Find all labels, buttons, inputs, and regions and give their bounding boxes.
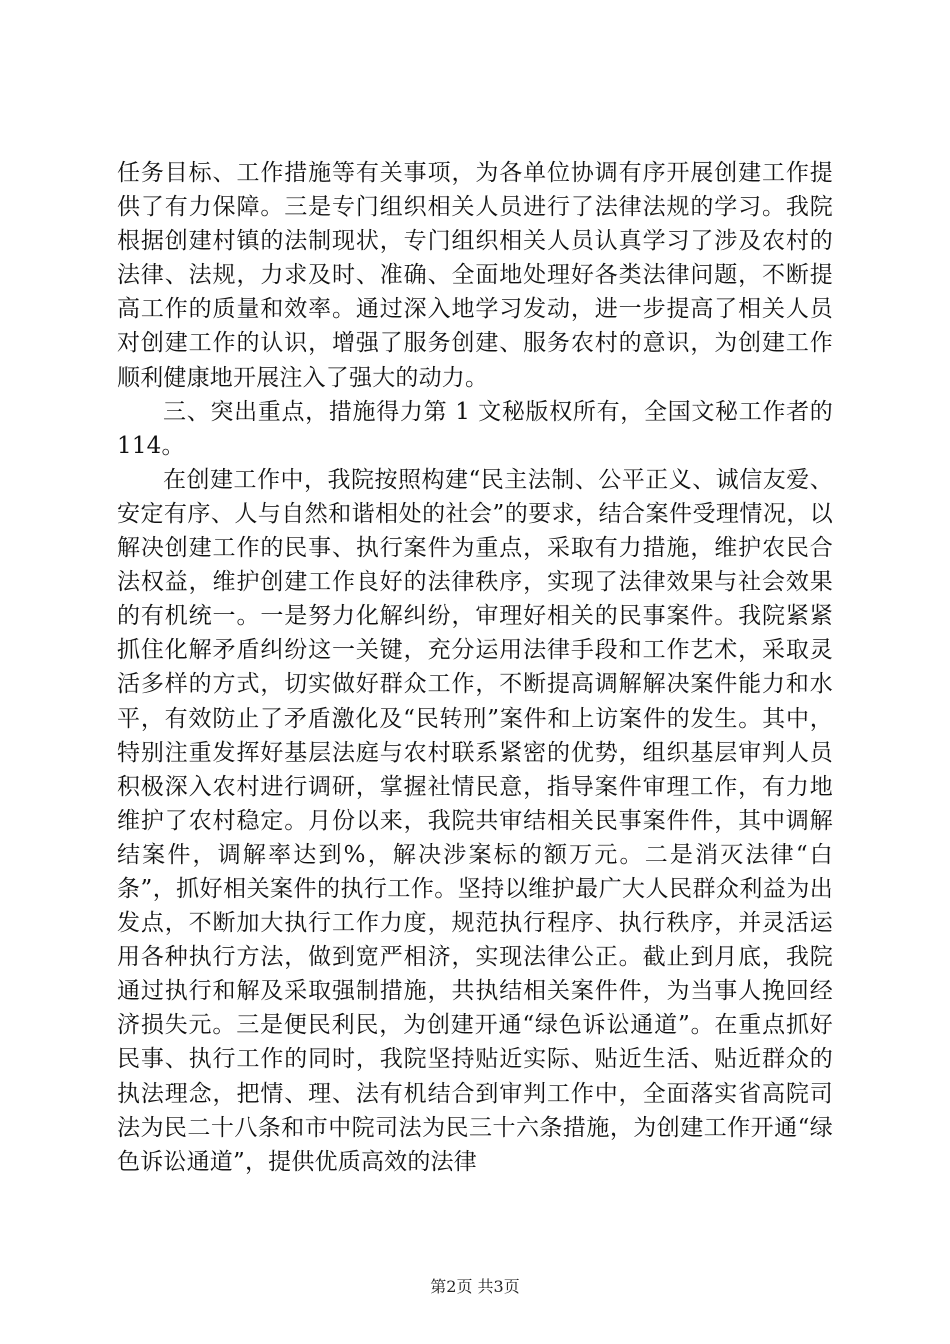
page-footer: 第2页 共3页 — [430, 1277, 520, 1296]
paragraph-2-heading: 三、突出重点，措施得力第 1 文秘版权所有，全国文秘工作者的114。 — [117, 398, 833, 459]
paragraph-3: 在创建工作中，我院按照构建“民主法制、公平正义、诚信友爱、安定有序、人与自然和谐相处的社会”的要求，结合案件受理情况，以解决创建工作的民事、执行案件为重点，采取有力措施，维护农民合法权益，维护创建工作良好的法律秩序，实现了法律效果与社会效果的有机统一。一是努力化解纠纷，审理好相关的民事案件。我院紧紧抓住化解矛盾纠纷这一关键，充分运用法律手段和工作艺术，采取灵活多样的方式，切实做好群众工作，不断提高调解解决案件能力和水平，有效防止了矛盾激化及“民转刑”案件和上访案件的发生。其中，特别注重发挥好基层法庭与农村联系紧密的优势，组织基层审判人员积极深入农村进行调研，掌握社情民意，指导案件审理工作，有力地维护了农村稳定。月份以来，我院共审结相关民事案件件，其中调解结案件，调解率达到%，解决涉案标的额万元。二是消灭法律“白条”，抓好相关案件的执行工作。坚持以维护最广大人民群众利益为出发点，不断加大执行工作力度，规范执行程序、执行秩序，并灵活运用各种执行方法，做到宽严相济，实现法律公正。截止到月底，我院通过执行和解及采取强制措施，共执结相关案件件，为当事人挽回经济损失元。三是便民利民，为创建开通“绿色诉讼通道”。在重点抓好民事、执行工作的同时，我院坚持贴近实际、贴近生活、贴近群众的执法理念，把情、理、法有机结合到审判工作中，全面落实省高院司法为民二十八条和市中院司法为民三十六条措施，为创建工作开通“绿色诉讼通道”，提供优质高效的法律 — [117, 466, 833, 1175]
document-body — [117, 156, 833, 1179]
paragraph-1: 任务目标、工作措施等有关事项，为各单位协调有序开展创建工作提供了有力保障。三是专门组织相关人员进行了法律法规的学习。我院根据创建村镇的法制现状，专门组织相关人员认真学习了涉及农村的法律、法规，力求及时、准确、全面地处理好各类法律问题，不断提高工作的质量和效率。通过深入地学习发动，进一步提高了相关人员对创建工作的认识，增强了服务创建、服务农村的意识，为创建工作顺利健康地开展注入了强大的动力。 — [117, 160, 833, 391]
